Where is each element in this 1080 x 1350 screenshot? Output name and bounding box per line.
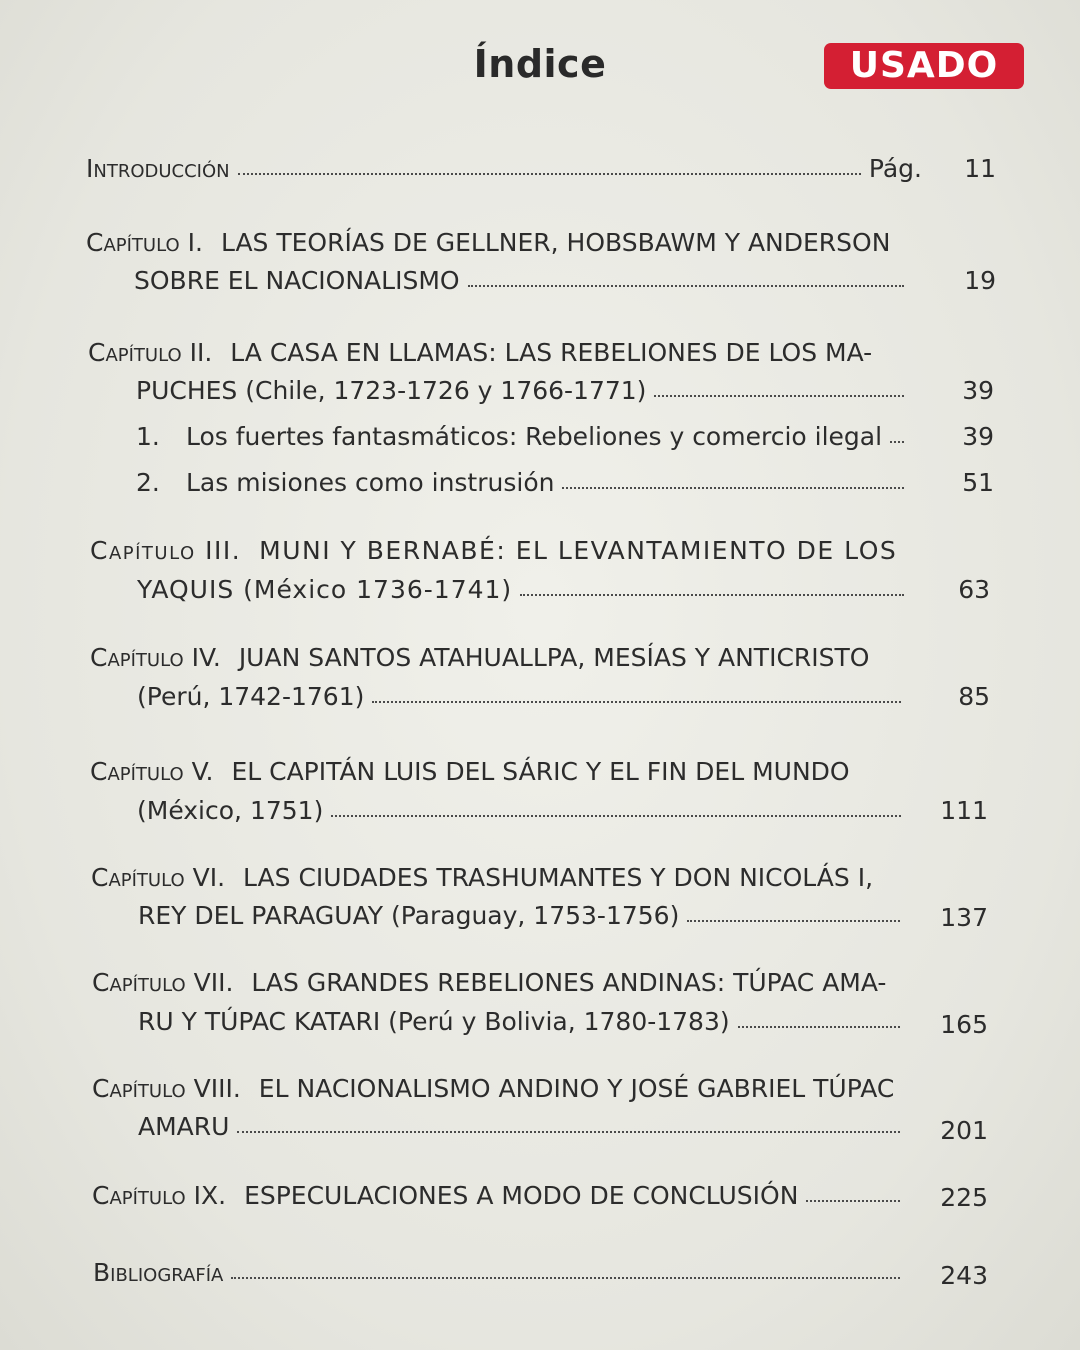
dot-leader [238, 172, 861, 175]
dot-leader [237, 1130, 900, 1133]
dot-leader [231, 1276, 900, 1279]
chapter-3-number: Capítulo III. [90, 536, 242, 565]
chapter-8-title-line1: EL NACIONALISMO ANDINO Y JOSÉ GABRIEL TÚPAC [258, 1074, 895, 1103]
chapter-3-title-line2: YAQUIS (México 1736-1741) [137, 575, 513, 604]
toc-entry-bibliography [93, 1258, 908, 1287]
page-title: Índice [473, 42, 607, 86]
chapter-2-heading [88, 338, 872, 367]
dot-leader [687, 919, 900, 922]
chapter-1-page: 19 [964, 266, 996, 295]
chapter-1-title-line1: LAS TEORÍAS DE GELLNER, HOBSBAWM Y ANDERSON [220, 228, 891, 257]
chapter-2-sub-2 [136, 468, 912, 497]
chapter-9-title-line1: ESPECULACIONES A MODO DE CONCLUSIÓN [244, 1181, 799, 1210]
chapter-2-page: 39 [962, 376, 994, 405]
chapter-4-page: 85 [958, 682, 990, 711]
chapter-4-title-line1: JUAN SANTOS ATAHUALLPA, MESÍAS Y ANTICRISTO [238, 643, 870, 672]
intro-page: 11 [964, 154, 996, 183]
sub-1-page: 39 [962, 422, 994, 451]
chapter-2-sub-1 [136, 422, 912, 451]
toc-entry-intro [86, 154, 922, 183]
dot-leader [562, 486, 904, 489]
chapter-4-heading [90, 643, 869, 672]
sub-2-number: 2. [136, 468, 160, 497]
chapter-3-line2 [137, 575, 912, 604]
chapter-2-number: Capítulo II. [88, 338, 213, 367]
bibliography-page: 243 [940, 1261, 988, 1290]
chapter-6-page: 137 [940, 903, 988, 932]
chapter-7-title-line1: LAS GRANDES REBELIONES ANDINAS: TÚPAC AMA- [251, 968, 887, 997]
chapter-5-title-line2: (México, 1751) [137, 796, 324, 825]
chapter-7-line2 [138, 1007, 908, 1036]
chapter-5-title-line1: EL CAPITÁN LUIS DEL SÁRIC Y EL FIN DEL MUNDO [231, 757, 850, 786]
chapter-1-line2 [134, 266, 912, 295]
chapter-8-title-line2: AMARU [138, 1112, 230, 1141]
chapter-8-number: Capítulo VIII. [92, 1074, 241, 1103]
chapter-5-heading [90, 757, 850, 786]
intro-label: Introducción [86, 154, 230, 183]
dot-leader [738, 1025, 900, 1028]
dot-leader [806, 1199, 900, 1202]
dot-leader [372, 700, 901, 703]
dot-leader [890, 440, 904, 443]
pag-label: Pág. [868, 154, 922, 183]
chapter-8-line2 [138, 1112, 908, 1141]
sub-2-page: 51 [962, 468, 994, 497]
sub-1-label: Los fuertes fantasmáticos: Rebeliones y comercio ilegal [186, 422, 883, 451]
dot-leader [654, 394, 904, 397]
sub-2-label: Las misiones como instrusión [186, 468, 555, 497]
chapter-1-number: Capítulo I. [86, 228, 203, 257]
chapter-6-line2 [138, 901, 908, 930]
chapter-9-heading [92, 1181, 908, 1210]
chapter-8-page: 201 [940, 1116, 988, 1145]
dot-leader [468, 284, 904, 287]
dot-leader [520, 593, 904, 596]
chapter-7-number: Capítulo VII. [92, 968, 234, 997]
chapter-2-title-line2: PUCHES (Chile, 1723-1726 y 1766-1771) [136, 376, 647, 405]
chapter-6-title-line1: LAS CIUDADES TRASHUMANTES Y DON NICOLÁS I, [243, 863, 874, 892]
chapter-1-title-line2: SOBRE EL NACIONALISMO [134, 266, 460, 295]
chapter-5-number: Capítulo V. [90, 757, 214, 786]
chapter-7-title-line2: RU Y TÚPAC KATARI (Perú y Bolivia, 1780-1783) [138, 1007, 730, 1036]
bibliography-label: Bibliografía [93, 1258, 224, 1287]
chapter-6-heading [91, 863, 873, 892]
chapter-3-page: 63 [958, 575, 990, 604]
chapter-6-title-line2: REY DEL PARAGUAY (Paraguay, 1753-1756) [138, 901, 680, 930]
chapter-7-heading [92, 968, 886, 997]
chapter-4-number: Capítulo IV. [90, 643, 221, 672]
dot-leader [331, 814, 901, 817]
used-badge: USADO [824, 43, 1024, 89]
chapter-1-heading [86, 228, 890, 257]
chapter-5-line2 [137, 796, 909, 825]
chapter-7-page: 165 [940, 1010, 988, 1039]
chapter-9-number: Capítulo IX. [92, 1181, 227, 1210]
chapter-8-heading [92, 1074, 894, 1103]
chapter-2-line2 [136, 376, 912, 405]
chapter-2-title-line1: LA CASA EN LLAMAS: LAS REBELIONES DE LOS MA- [230, 338, 873, 367]
sub-1-number: 1. [136, 422, 160, 451]
chapter-4-title-line2: (Perú, 1742-1761) [137, 682, 365, 711]
chapter-5-page: 111 [940, 796, 988, 825]
chapter-6-number: Capítulo VI. [91, 863, 226, 892]
chapter-3-heading [90, 536, 897, 565]
chapter-9-page: 225 [940, 1183, 988, 1212]
chapter-3-title-line1: MUNI Y BERNABÉ: EL LEVANTAMIENTO DE LOS [259, 536, 898, 565]
chapter-4-line2 [137, 682, 909, 711]
